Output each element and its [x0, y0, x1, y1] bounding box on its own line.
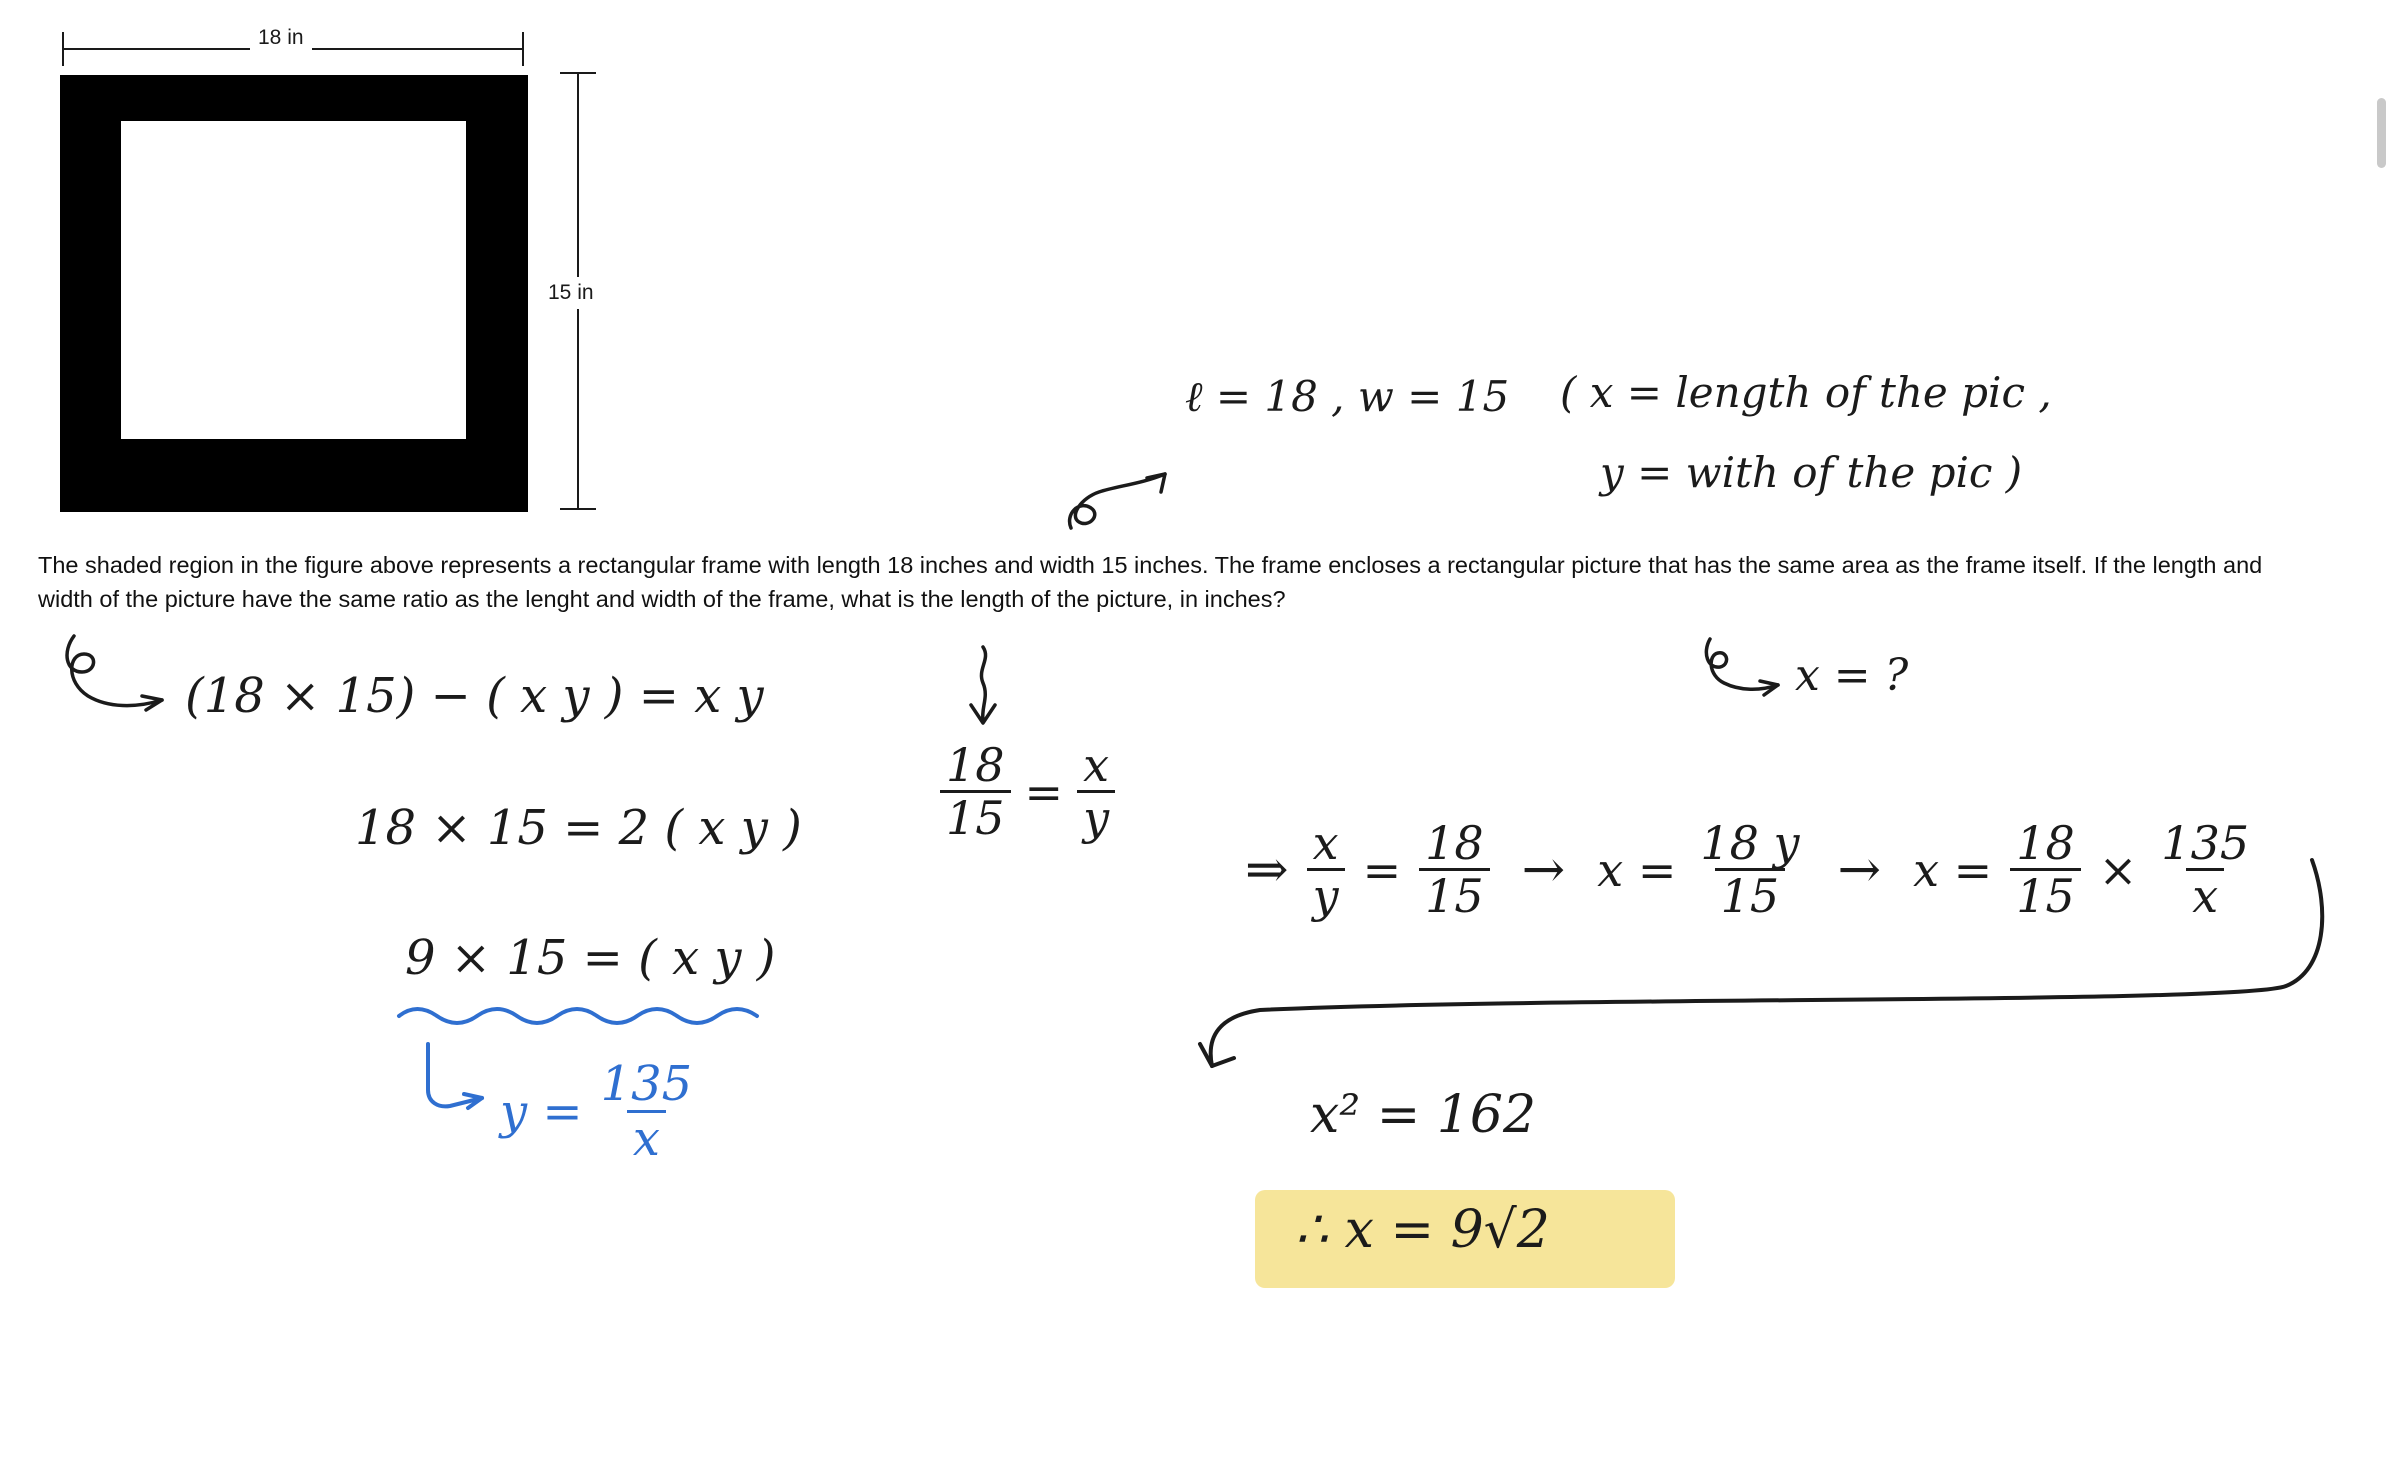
ratio-right-numerator: x	[1083, 738, 1110, 792]
handwritten-definition-line2: y = with of the pic )	[1600, 448, 2023, 497]
handwritten-step1: (18 × 15) − ( x y ) = x y	[185, 668, 764, 724]
ratio-equals: =	[1024, 764, 1064, 819]
eq4-fraction-right	[2155, 816, 2255, 923]
frame-inner-rect	[121, 121, 466, 439]
eq2-right-denominator: 15	[1419, 868, 1490, 919]
right-dimension-label: 15 in	[546, 277, 596, 309]
down-arrow-icon	[965, 645, 1005, 731]
blue-arrow-icon	[420, 1040, 500, 1124]
eq3-numerator: 18 y	[1700, 816, 1800, 870]
handwritten-step2: 18 × 15 = 2 ( x y )	[355, 800, 802, 856]
right-dimension-cap-bottom	[560, 508, 596, 510]
vertical-scrollbar-track[interactable]	[2374, 0, 2388, 1480]
eq4-right-denominator: x	[2186, 868, 2224, 919]
eq2-left-denominator: y	[1307, 868, 1345, 919]
ratio-left-numerator: 18	[946, 738, 1005, 792]
handwritten-definition-line1: ( x = length of the pic ,	[1560, 368, 2052, 417]
eq4-left-numerator: 18	[2016, 816, 2075, 870]
step4-numerator: 135	[600, 1056, 693, 1112]
step4-label: y =	[500, 1083, 583, 1140]
step4-fraction	[595, 1056, 699, 1167]
ratio-right-fraction	[1077, 738, 1115, 845]
handwritten-goal: x = ?	[1795, 650, 1909, 701]
eq2-right-fraction	[1419, 816, 1490, 923]
ratio-left-fraction	[940, 738, 1011, 845]
handwritten-derivation-chain	[1245, 816, 2255, 923]
top-dimension-cap-right	[522, 32, 524, 66]
handwritten-answer: ∴ x = 9√2	[1295, 1200, 1550, 1260]
ratio-right-denominator: y	[1077, 790, 1115, 841]
handwritten-step4	[500, 1056, 698, 1167]
problem-statement: The shaded region in the figure above represents a rectangular frame with length 18 inches and width 15 inches. The frame encloses a rectangular picture that has the same area as the frame itself. If the length and width of the picture have the same ratio as the lenght and width of the frame, what is the length of the picture, in inches?	[38, 552, 2263, 613]
handwritten-ratio	[940, 738, 1115, 845]
eq4-times: ×	[2098, 842, 2138, 897]
eq4-right-numerator: 135	[2161, 816, 2250, 870]
eq2-right-numerator: 18	[1425, 816, 1484, 870]
frame-figure	[50, 10, 650, 530]
eq4-left-denominator: 15	[2010, 868, 2081, 919]
ratio-left-denominator: 15	[940, 790, 1011, 841]
vertical-scrollbar-thumb[interactable]	[2377, 98, 2386, 168]
goal-arrow-icon	[1700, 635, 1788, 699]
chain-arrow-1: →	[1521, 839, 1566, 900]
eq3-lhs: x =	[1597, 842, 1677, 897]
eq4-lhs: x =	[1913, 842, 1993, 897]
handwritten-step3: 9 × 15 = ( x y )	[405, 930, 776, 986]
eq3-fraction	[1694, 816, 1805, 923]
eq4-fraction-left	[2010, 816, 2081, 923]
step4-denominator: x	[627, 1110, 666, 1163]
result-expression: x² = 162	[1310, 1085, 1537, 1145]
step1-arrow-icon	[60, 630, 170, 716]
eq2-equals: =	[1362, 842, 1402, 897]
eq2-left-numerator: x	[1312, 816, 1339, 870]
chain-arrow-2: →	[1837, 839, 1882, 900]
eq3-denominator: 15	[1715, 868, 1786, 919]
blue-squiggle-underline	[395, 1000, 785, 1034]
frame-outer-rect	[60, 75, 528, 512]
top-dimension-label: 18 in	[250, 26, 312, 50]
implies-symbol: ⇒	[1245, 839, 1289, 900]
handwritten-given: ℓ = 18 , w = 15	[1185, 372, 1510, 421]
eq2-left-fraction	[1307, 816, 1345, 923]
squiggle-arrow-icon	[1065, 470, 1175, 550]
handwritten-result	[1310, 1085, 2388, 1145]
